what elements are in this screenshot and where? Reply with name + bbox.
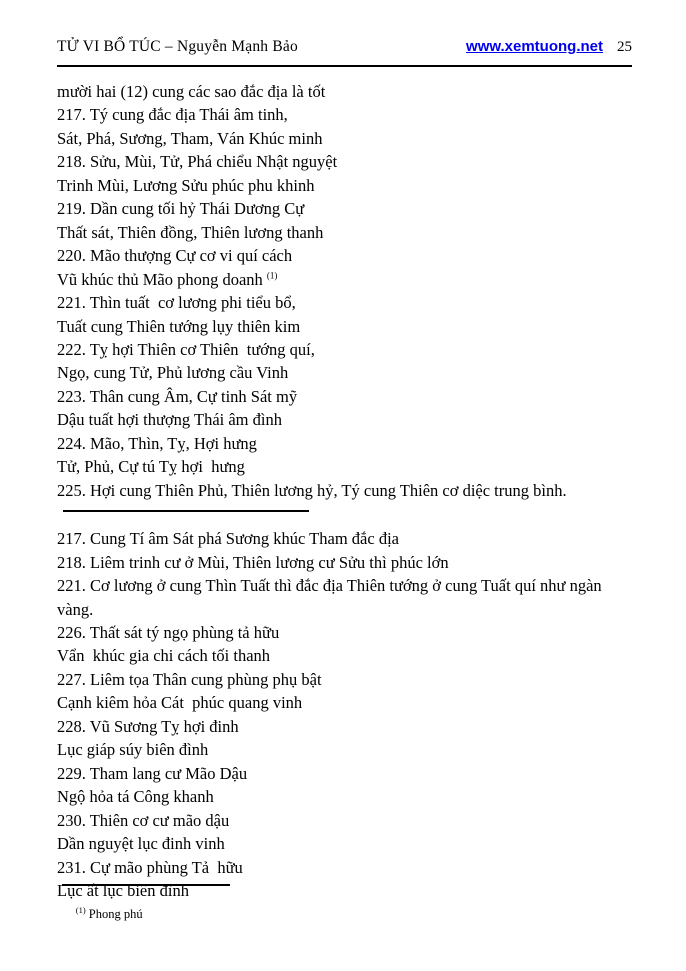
- text-line: 218. Liêm trinh cư ở Mùi, Thiên lương cư Sửu thì phúc lớn: [57, 552, 449, 572]
- text-line: 221. Thìn tuất cơ lương phi tiểu bổ,: [57, 293, 296, 313]
- text-line: 227. Liêm tọa Thân cung phùng phụ bật: [57, 669, 322, 689]
- footnote-text: Phong phú: [85, 907, 143, 922]
- text-line: [57, 268, 632, 291]
- text-line: Lục ất lục biên đình: [57, 880, 189, 900]
- text-line: 228. Vũ Sương Tỵ hợi đinh: [57, 716, 239, 736]
- text-line: Lục giáp súy biên đình: [57, 740, 209, 760]
- footnote-area: [57, 884, 230, 937]
- text-line: Vẩn khúc gia chi cách tối thanh: [57, 646, 271, 666]
- text-line: 224. Mão, Thìn, Tỵ, Hợi hưng: [57, 433, 257, 453]
- text-line-content: Vũ khúc thủ Mão phong doanh: [57, 269, 267, 289]
- footnote-ref: (1): [266, 270, 278, 281]
- text-line: Sát, Phá, Sương, Tham, Ván Khúc minh: [57, 128, 323, 148]
- page-title: TỬ VI BỔ TÚC – Nguyễn Mạnh Bảo: [57, 38, 298, 55]
- header-divider: [57, 65, 632, 67]
- text-line: Trinh Mùi, Lương Sửu phúc phu khinh: [57, 175, 315, 195]
- text-line: Dậu tuất hợi thượng Thái âm đình: [57, 410, 282, 430]
- text-line: 218. Sửu, Mùi, Tử, Phá chiểu Nhật nguyệt: [57, 152, 338, 172]
- text-line: 229. Tham lang cư Mão Dậu: [57, 763, 248, 783]
- text-line: Cạnh kiêm hỏa Cát phúc quang vinh: [57, 693, 303, 713]
- text-line: Ngọ, cung Tử, Phủ lương cầu Vinh: [57, 363, 289, 383]
- page-header: [57, 38, 632, 56]
- text-line: Ngộ hỏa tá Công khanh: [57, 787, 214, 807]
- text-line: mười hai (12) cung các sao đắc địa là tốt: [57, 82, 326, 101]
- page-number: 25: [617, 39, 632, 55]
- text-line: Tuất cung Thiên tướng lụy thiên kim: [57, 316, 301, 336]
- website-link[interactable]: www.xemtuong.net: [466, 38, 603, 55]
- footnote-divider: [62, 884, 230, 886]
- text-line: 231. Cự mão phùng Tả hữu: [57, 857, 243, 877]
- text-line: 222. Tỵ hợi Thiên cơ Thiên tướng quí,: [57, 339, 315, 359]
- text-line: 221. Cơ lương ở cung Thìn Tuất thì đắc địa Thiên tướng ở cung Tuất quí như ngàn vàng.: [57, 576, 606, 619]
- page-body: [57, 80, 632, 902]
- text-line: Thất sát, Thiên đồng, Thiên lương thanh: [57, 222, 324, 242]
- text-line: 219. Dần cung tối hỷ Thái Dương Cự: [57, 199, 305, 219]
- verse-section-1: [57, 80, 632, 502]
- text-line: 230. Thiên cơ cư mão dậu: [57, 810, 230, 830]
- text-line: 220. Mão thượng Cự cơ vi quí cách: [57, 246, 293, 266]
- text-line: 217. Cung Tí âm Sát phá Sương khúc Tham đắc địa: [57, 529, 399, 549]
- text-line: 225. Hợi cung Thiên Phủ, Thiên lương hỷ, Tý cung Thiên cơ diệc trung bình.: [57, 480, 567, 500]
- footnote-marker: (1): [75, 905, 86, 915]
- verse-section-2: [57, 527, 632, 902]
- text-line: Tử, Phủ, Cự tú Tỵ hợi hưng: [57, 457, 245, 477]
- text-line: 217. Tý cung đắc địa Thái âm tinh,: [57, 105, 288, 125]
- text-line: Dần nguyệt lục đinh vinh: [57, 834, 225, 854]
- section-divider: [63, 510, 309, 512]
- text-line: 223. Thân cung Âm, Cự tinh Sát mỹ: [57, 386, 298, 406]
- header-right: [466, 38, 632, 56]
- footnote: [57, 890, 230, 937]
- text-line: 226. Thất sát tý ngọ phùng tả hữu: [57, 622, 280, 642]
